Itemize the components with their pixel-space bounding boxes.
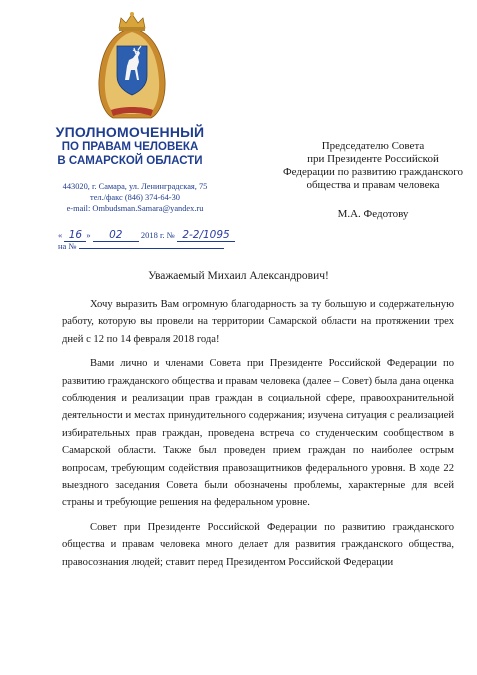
reg-number: 2-2/1095 [177, 229, 235, 242]
addressee-line4: общества и правам человека [306, 179, 440, 191]
organization-header [30, 124, 230, 168]
reg-month: 02 [93, 229, 139, 242]
reg-num-label: № [166, 230, 175, 240]
addressee-name: М.А. Федотову [337, 208, 409, 220]
addressee-block [273, 140, 473, 221]
org-contacts [40, 181, 230, 214]
ref-label: на № [58, 241, 77, 251]
letter-body [62, 296, 454, 578]
org-title-line2: ПО ПРАВАМ ЧЕЛОВЕКА [61, 141, 199, 153]
body-paragraph: Вами лично и членами Совета при Президенте Российской Федерации по развитию гражданского общества и правам человека (далее – Совет) была дана оценка соблюдения и реализации прав граждан в социальной сфере, правоохранительной деятельности и местах принудительного содержания; изучена ситуация с реализацией избирательных прав граждан, проведена встреча со студенческим сообществом в Самарской области. Также был проведен прием граждан по наиболее острым вопросам, требующим содействия правозащитников федерального уровня. В ходе 22 выездного заседания Совета были обозначены проблемы, характерные для всей страны и требующие решения на федеральном уровне. [62, 358, 454, 509]
body-paragraph: Совет при Президенте Российской Федерации по развитию гражданского общества и правам человека много делает для развития гражданского общества, правосознания людей; ставит перед Президентом Российской Федерации [62, 521, 454, 568]
org-address: 443020, г. Самара, ул. Ленинградская, 75 [62, 182, 208, 191]
addressee-line2: при Президенте Российской [307, 153, 439, 165]
quote-open: « [58, 230, 63, 240]
addressee-line3: Федерации по развитию гражданского [282, 166, 464, 178]
body-paragraph: Хочу выразить Вам огромную благодарность за ту большую и содержательную работу, которую вы провели на территории Самарской области на протяжении трех дней с 12 по 14 февраля 2018 года! [62, 299, 454, 345]
reg-day: 16 [64, 229, 86, 242]
org-phone: тел./факс (846) 374-64-30 [90, 193, 180, 202]
org-email: e-mail: Ombudsman.Samara@yandex.ru [66, 204, 204, 213]
reference-line [58, 240, 224, 251]
org-title-line3: В САМАРСКОЙ ОБЛАСТИ [57, 155, 203, 167]
ref-blank [79, 240, 224, 249]
salutation: Уважаемый Михаил Александрович! [148, 270, 329, 282]
org-title-line1: УПОЛНОМОЧЕННЫЙ [55, 124, 205, 140]
quote-close: » [86, 230, 91, 240]
addressee-line1: Председателю Совета [321, 140, 425, 152]
reg-year: 2018 г. [140, 230, 165, 240]
samara-coat-of-arms-icon [93, 10, 171, 122]
